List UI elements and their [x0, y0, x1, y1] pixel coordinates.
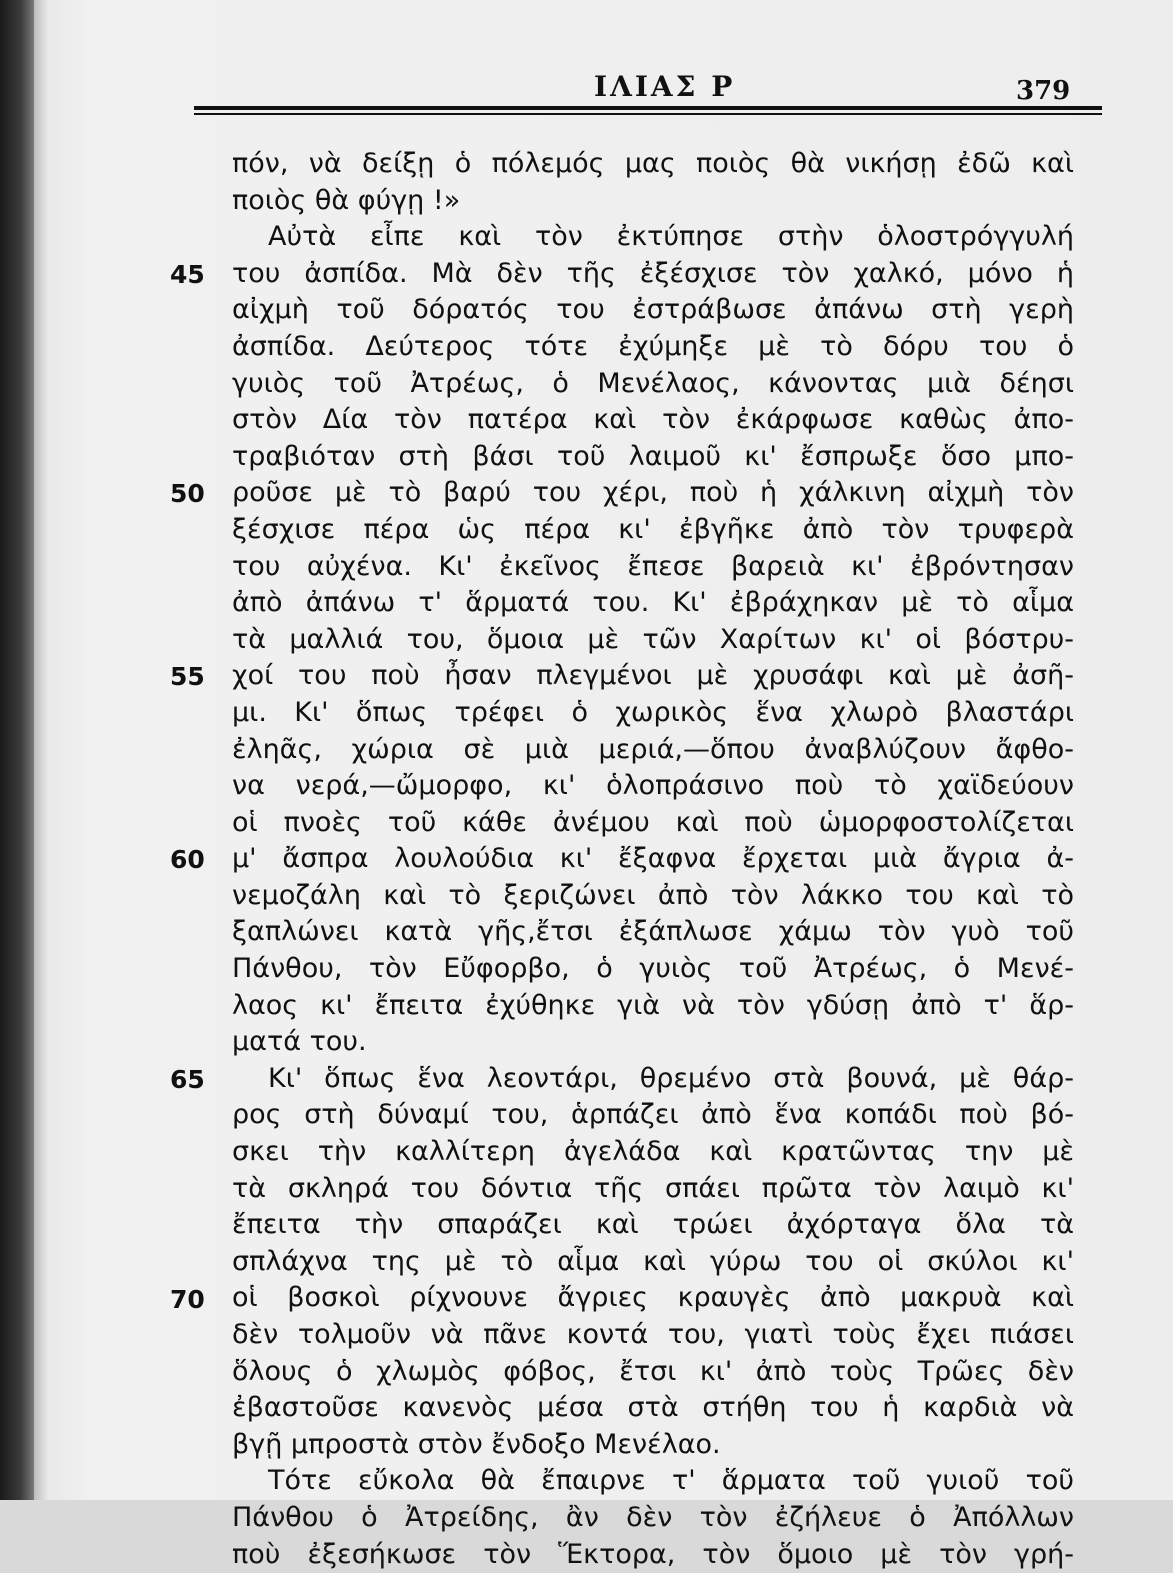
text-line: ματά του. — [232, 1026, 367, 1058]
text-line: οἱ βοσκοὶ ρίχνουνε ἄγριες κραυγὲς ἀπὸ μακρυὰ καὶ — [232, 1282, 1074, 1314]
margin-line-number: 60 — [170, 845, 205, 875]
text-line: ἐβαστοῦσε κανενὸς μέσα στὰ στήθη του ἡ καρδιὰ νὰ — [232, 1392, 1074, 1424]
header-rule — [194, 106, 1102, 110]
text-line: βγῇ μπροστὰ στὸν ἔνδοξο Μενέλαο. — [232, 1428, 721, 1460]
text-line: λαος κι' ἔπειτα ἐχύθηκε γιὰ νὰ τὸν γδύσῃ ἀπὸ τ' ἅρ- — [232, 989, 1074, 1021]
text-line: νεμοζάλη καὶ τὸ ξεριζώνει ἀπὸ τὸν λάκκο του καὶ τὸ — [232, 879, 1074, 911]
running-header-title: ΙΛΙΑΣ Ρ — [594, 70, 736, 103]
header-rule-thin — [194, 113, 1102, 115]
text-line: Πάνθου, τὸν Εὔφορβο, ὁ γυιὸς τοῦ Ἀτρέως, ὁ Μενέ- — [232, 953, 1074, 985]
text-line: πόν, νὰ δείξῃ ὁ πόλεμός μας ποιὸς θὰ νικήσῃ ἐδῶ καὶ — [232, 148, 1074, 179]
margin-line-number: 45 — [170, 259, 205, 289]
text-line: Πάνθου ὁ Ἀτρείδης, ἂν δὲν τὸν ἐζήλευε ὁ Ἀπόλλων — [232, 1501, 1074, 1533]
text-line: ποιὸς θὰ φύγῃ !» — [232, 184, 461, 216]
text-line: του ἀσπίδα. Μὰ δὲν τῆς ἐξέσχισε τὸν χαλκό, μόνο ἡ — [232, 257, 1074, 289]
text-line: Αὐτὰ εἶπε καὶ τὸν ἐκτύπησε στὴν ὁλοστρόγγυλή — [268, 221, 1074, 253]
text-line: ρος στὴ δύναμί του, ἁρπάζει ἀπὸ ἕνα κοπάδι ποὺ βό- — [232, 1099, 1074, 1131]
text-line: τὰ σκληρά του δόντια τῆς σπάει πρῶτα τὸν λαιμὸ κι' — [232, 1172, 1074, 1204]
text-line: ἐληᾶς, χώρια σὲ μιὰ μεριά,—ὅπου ἀναβλύζουν ἄφθο- — [232, 733, 1074, 765]
text-line: γυιὸς τοῦ Ἀτρέως, ὁ Μενέλαος, κάνοντας μιὰ δέησι — [232, 367, 1074, 399]
body-text — [232, 146, 1074, 1573]
text-line: του αὐχένα. Κι' ἐκεῖνος ἔπεσε βαρειὰ κι' ἐβρόντησαν — [232, 550, 1074, 582]
text-line: ἔπειτα τὴν σπαράζει καὶ τρώει ἀχόρταγα ὅλα τὰ — [232, 1209, 1074, 1241]
text-line: ροῦσε μὲ τὸ βαρύ του χέρι, ποὺ ἡ χάλκινη αἰχμὴ τὸν — [232, 477, 1074, 509]
text-line: μ' ἄσπρα λουλούδια κι' ἔξαφνα ἔρχεται μιὰ ἄγρια ἀ- — [232, 843, 1074, 875]
page-binding-shadow — [0, 0, 34, 1500]
text-line: Τότε εὔκολα θὰ ἔπαιρνε τ' ἅρματα τοῦ γυιοῦ τοῦ — [268, 1465, 1074, 1497]
text-line: ποὺ ἐξεσήκωσε τὸν Ἕκτορα, τὸν ὅμοιο μὲ τὸν γρή- — [232, 1538, 1074, 1570]
text-line: ὅλους ὁ χλωμὸς φόβος, ἔτσι κι' ἀπὸ τοὺς Τρῶες δὲν — [232, 1355, 1074, 1387]
text-line: ἀσπίδα. Δεύτερος τότε ἐχύμηξε μὲ τὸ δόρυ του ὁ — [232, 330, 1074, 362]
margin-line-number: 55 — [170, 662, 205, 692]
margin-line-number: 50 — [170, 479, 205, 509]
page-number: 379 — [1016, 76, 1071, 106]
text-line: χοί του ποὺ ἦσαν πλεγμένοι μὲ χρυσάφι καὶ μὲ ἀσῆ- — [232, 660, 1074, 692]
text-line: οἱ πνοὲς τοῦ κάθε ἀνέμου καὶ ποὺ ὡμορφοστολίζεται — [232, 806, 1074, 838]
text-line: ξαπλώνει κατὰ γῆς,ἔτσι ἐξάπλωσε χάμω τὸν γυὸ τοῦ — [232, 916, 1074, 948]
text-line: Κι' ὅπως ἕνα λεοντάρι, θρεμένο στὰ βουνά, μὲ θάρ- — [268, 1062, 1074, 1094]
text-line: μι. Κι' ὅπως τρέφει ὁ χωρικὸς ἕνα χλωρὸ βλαστάρι — [232, 696, 1074, 728]
text-line: δὲν τολμοῦν νὰ πᾶνε κοντά του, γιατὶ τοὺς ἔχει πιάσει — [232, 1319, 1074, 1350]
text-line: ἀπὸ ἀπάνω τ' ἅρματά του. Κι' ἐβράχηκαν μὲ τὸ αἷμα — [232, 587, 1074, 619]
text-line: σπλάχνα της μὲ τὸ αἷμα καὶ γύρω του οἱ σκύλοι κι' — [232, 1245, 1074, 1277]
margin-line-number: 65 — [170, 1065, 205, 1094]
margin-line-number: 70 — [170, 1284, 205, 1314]
text-line: τὰ μαλλιά του, ὅμοια μὲ τῶν Χαρίτων κι' οἱ βόστρυ- — [232, 623, 1074, 655]
text-line: αἰχμὴ τοῦ δόρατός του ἐστράβωσε ἀπάνω στὴ γερὴ — [232, 294, 1074, 326]
text-line: τραβιόταν στὴ βάσι τοῦ λαιμοῦ κι' ἔσπρωξε ὅσο μπο- — [232, 440, 1074, 472]
text-line: ξέσχισε πέρα ὡς πέρα κι' ἐβγῆκε ἀπὸ τὸν τρυφερὰ — [232, 513, 1074, 545]
text-line: να νερά,—ὤμορφο, κι' ὁλοπράσινο ποὺ τὸ χαϊδεύουν — [232, 770, 1074, 802]
text-line: στὸν Δία τὸν πατέρα καὶ τὸν ἐκάρφωσε καθὼς ἀπο- — [232, 404, 1074, 436]
text-line: σκει τὴν καλλίτερη ἀγελάδα καὶ κρατῶντας την μὲ — [232, 1136, 1074, 1168]
